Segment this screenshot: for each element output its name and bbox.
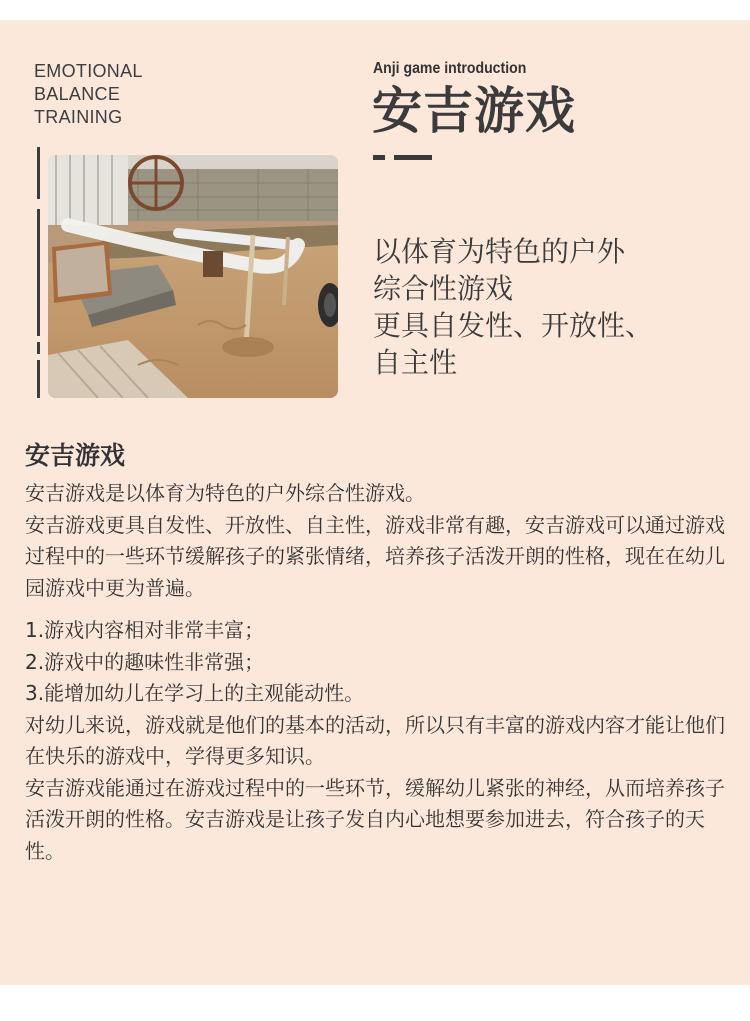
left-accent-line xyxy=(37,209,40,336)
intro-label: Anji game introduction xyxy=(373,60,527,77)
title-dash-long xyxy=(394,155,432,160)
slogan-line: 综合性游戏 xyxy=(373,272,514,305)
slogan-line: 自主性 xyxy=(373,346,458,379)
list-item: 1.游戏内容相对非常丰富； xyxy=(25,618,265,642)
spacer xyxy=(25,604,730,615)
article-heading: 安吉游戏 xyxy=(25,441,126,470)
article-body xyxy=(25,438,730,867)
content-panel xyxy=(0,20,750,985)
left-accent-line xyxy=(37,147,40,199)
left-accent-line xyxy=(37,360,40,398)
paragraph: 安吉游戏更具自发性、开放性、自主性，游戏非常有趣，安吉游戏可以通过游戏过程中的一些环节缓解孩子的紧张情绪，培养孩子活泼开朗的性格，现在在幼儿园游戏中更为普遍。 xyxy=(25,512,725,600)
sandpit-photo xyxy=(48,155,338,398)
list-item: 2.游戏中的趣味性非常强； xyxy=(25,649,265,674)
paragraph: 安吉游戏能通过在游戏过程中的一些环节，缓解幼儿紧张的神经，从而培养孩子活泼开朗的性格。安吉游戏是让孩子发自内心地想要参加进去，符合孩子的天性。 xyxy=(25,775,725,863)
slogan-line: 以体育为特色的户外 xyxy=(373,235,626,268)
english-title: EMOTIONAL BALANCE TRAINING xyxy=(34,61,143,127)
page-title: 安吉游戏 xyxy=(372,82,576,140)
paragraph: 安吉游戏是以体育为特色的户外综合性游戏。 xyxy=(25,481,425,505)
slogan xyxy=(373,233,733,381)
slogan-line: 更具自发性、开放性、 xyxy=(373,309,654,342)
list-item: 3.能增加幼儿在学习上的主观能动性。 xyxy=(25,681,365,705)
paragraph: 对幼儿来说，游戏就是他们的基本的活动，所以只有丰富的游戏内容才能让他们在快乐的游戏中，学得更多知识。 xyxy=(25,712,725,768)
left-accent-line xyxy=(37,342,40,354)
title-dash-short xyxy=(373,155,385,160)
